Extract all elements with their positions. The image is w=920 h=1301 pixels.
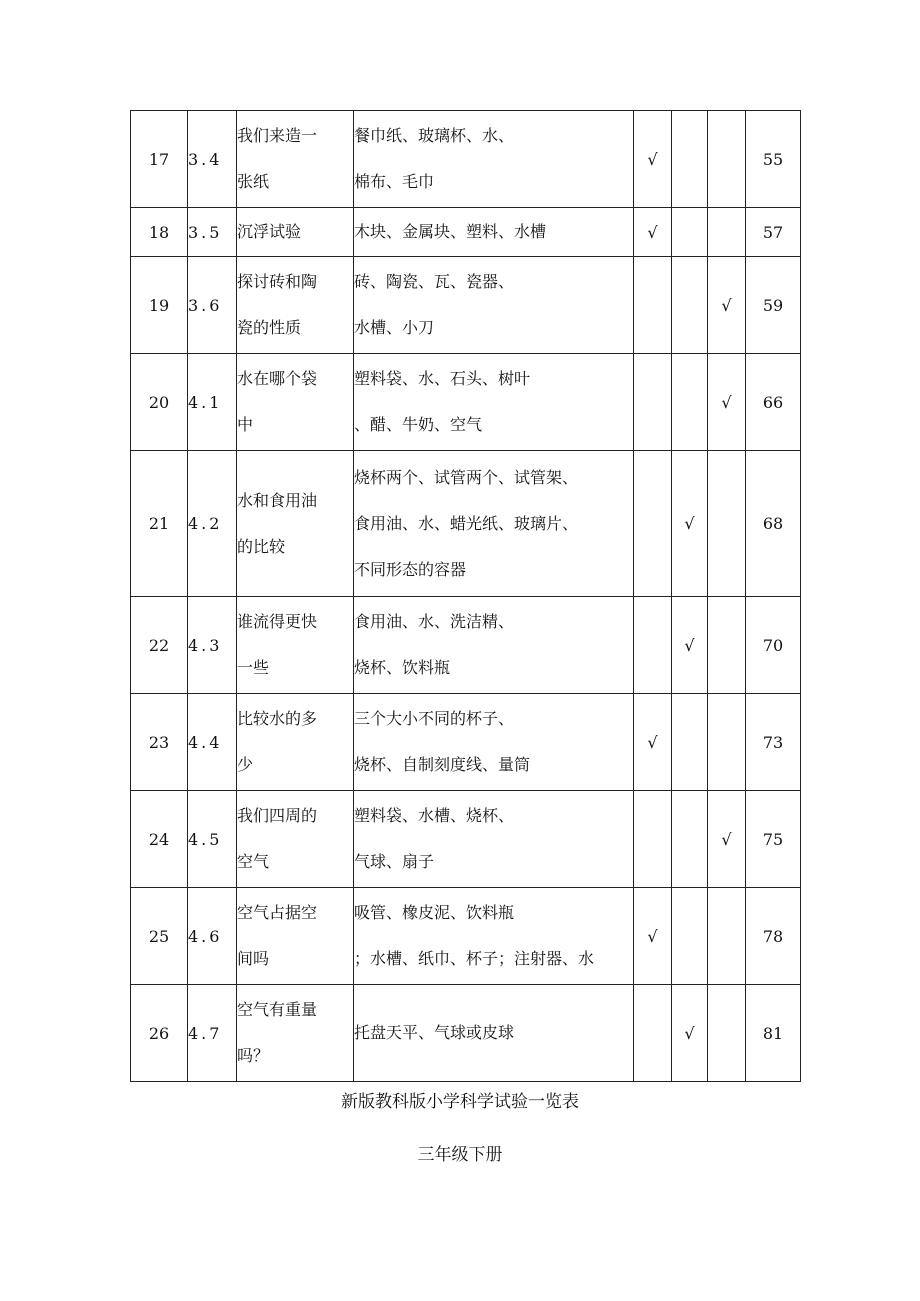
table-row (131, 208, 801, 257)
check-col-3: √ (708, 354, 746, 451)
check-col-3: √ (708, 791, 746, 888)
section-number: 4.7 (188, 985, 237, 1082)
materials: 砖、陶瓷、瓦、瓷器、 水槽、小刀 (354, 257, 634, 354)
page-number: 57 (746, 208, 801, 257)
row-number: 25 (131, 888, 188, 985)
page-number: 78 (746, 888, 801, 985)
experiment-name: 探讨砖和陶 瓷的性质 (237, 257, 354, 354)
section-number: 4.2 (188, 451, 237, 597)
materials: 烧杯两个、试管两个、试管架、 食用油、水、蜡光纸、玻璃片、 不同形态的容器 (354, 451, 634, 597)
check-col-1: √ (634, 208, 672, 257)
check-col-2: √ (672, 451, 708, 597)
table-row (131, 354, 801, 451)
experiment-name: 比较水的多 少 (237, 694, 354, 791)
table-row (131, 791, 801, 888)
check-col-1 (634, 451, 672, 597)
check-col-2 (672, 257, 708, 354)
check-col-2 (672, 111, 708, 208)
grade-subtitle: 三年级下册 (417, 1145, 503, 1165)
experiment-name-text: 沉浮试验 (237, 222, 302, 241)
materials: 三个大小不同的杯子、 烧杯、自制刻度线、量筒 (354, 694, 634, 791)
check-col-3 (708, 888, 746, 985)
page-number: 70 (746, 597, 801, 694)
experiment-name: 水在哪个袋 中 (237, 354, 354, 451)
materials: 食用油、水、洗洁精、 烧杯、饮料瓶 (354, 597, 634, 694)
check-col-1 (634, 257, 672, 354)
check-col-1: √ (634, 694, 672, 791)
check-col-1: √ (634, 888, 672, 985)
materials: 塑料袋、水、石头、树叶 、醋、牛奶、空气 (354, 354, 634, 451)
experiment-name: 我们四周的 空气 (237, 791, 354, 888)
table-row (131, 257, 801, 354)
check-col-1 (634, 354, 672, 451)
check-col-3 (708, 111, 746, 208)
materials (354, 985, 634, 1082)
page-number: 75 (746, 791, 801, 888)
check-col-2 (672, 694, 708, 791)
check-col-3 (708, 985, 746, 1082)
row-number: 17 (131, 111, 188, 208)
check-col-2: √ (672, 985, 708, 1082)
check-col-2 (672, 791, 708, 888)
page-number: 66 (746, 354, 801, 451)
table-row (131, 597, 801, 694)
row-number: 23 (131, 694, 188, 791)
table-row (131, 694, 801, 791)
row-number: 22 (131, 597, 188, 694)
materials: 餐巾纸、玻璃杯、水、 棉布、毛巾 (354, 111, 634, 208)
table-row (131, 985, 801, 1082)
page-number: 55 (746, 111, 801, 208)
experiment-name: 空气有重量 吗？ (237, 985, 354, 1082)
check-col-3 (708, 208, 746, 257)
row-number: 18 (131, 208, 188, 257)
section-number: 3.5 (188, 208, 237, 257)
experiment-name: 谁流得更快 一些 (237, 597, 354, 694)
check-col-3 (708, 451, 746, 597)
check-col-3: √ (708, 257, 746, 354)
experiment-name: 空气占据空 间吗 (237, 888, 354, 985)
check-col-1 (634, 985, 672, 1082)
check-col-3 (708, 597, 746, 694)
section-number: 4.3 (188, 597, 237, 694)
check-col-2 (672, 354, 708, 451)
table-title: 新版教科版小学科学试验一览表 (341, 1092, 579, 1112)
section-number: 3.6 (188, 257, 237, 354)
check-col-1: √ (634, 111, 672, 208)
section-number: 4.1 (188, 354, 237, 451)
check-col-2 (672, 888, 708, 985)
table-row (131, 888, 801, 985)
section-number: 4.6 (188, 888, 237, 985)
row-number: 21 (131, 451, 188, 597)
page-number: 59 (746, 257, 801, 354)
experiment-name (237, 208, 354, 257)
row-number: 19 (131, 257, 188, 354)
page-number: 73 (746, 694, 801, 791)
page-number: 81 (746, 985, 801, 1082)
check-col-2: √ (672, 597, 708, 694)
check-col-1 (634, 597, 672, 694)
experiment-name: 水和食用油 的比较 (237, 451, 354, 597)
row-number: 24 (131, 791, 188, 888)
check-col-3 (708, 694, 746, 791)
section-number: 3.4 (188, 111, 237, 208)
experiment-name: 我们来造一 张纸 (237, 111, 354, 208)
materials: 吸管、橡皮泥、饮料瓶 ；水槽、纸巾、杯子；注射器、水 (354, 888, 634, 985)
materials: 塑料袋、水槽、烧杯、 气球、扇子 (354, 791, 634, 888)
materials (354, 208, 634, 257)
section-number: 4.4 (188, 694, 237, 791)
experiment-table (130, 110, 801, 1082)
row-number: 26 (131, 985, 188, 1082)
check-col-1 (634, 791, 672, 888)
materials-text: 托盘天平、气球或皮球 (354, 1023, 515, 1042)
table-row (131, 451, 801, 597)
materials-text: 木块、金属块、塑料、水槽 (354, 222, 547, 241)
section-number: 4.5 (188, 791, 237, 888)
row-number: 20 (131, 354, 188, 451)
check-col-2 (672, 208, 708, 257)
page-number: 68 (746, 451, 801, 597)
table-row (131, 111, 801, 208)
